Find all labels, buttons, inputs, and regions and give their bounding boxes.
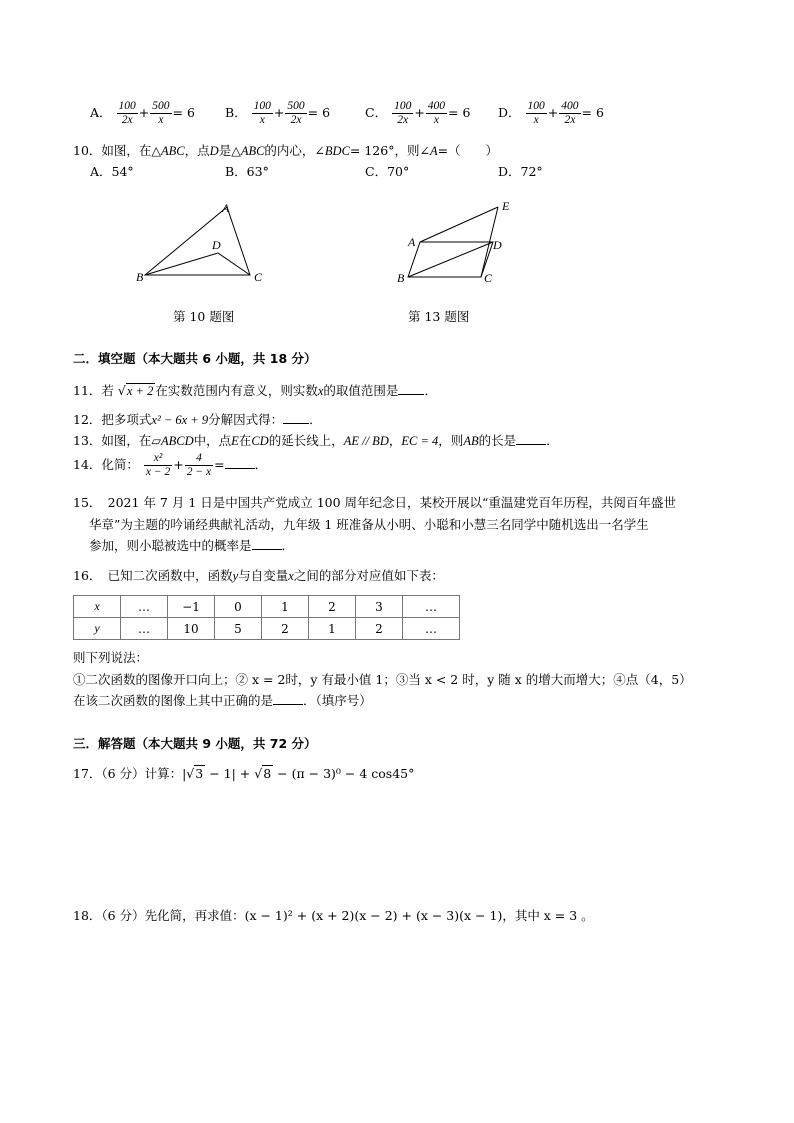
- table-row-y: [74, 618, 460, 640]
- sqrt: √3: [186, 766, 204, 781]
- var: AB: [463, 434, 479, 448]
- q12: [73, 410, 322, 428]
- fraction: [185, 452, 213, 479]
- value-table: [73, 595, 460, 640]
- text: ．: [424, 383, 437, 398]
- table-cell: −1: [168, 596, 215, 618]
- table-cell: 1: [262, 596, 309, 618]
- numerator: 400: [427, 100, 446, 112]
- text: 在: [238, 433, 252, 448]
- fraction: [392, 100, 413, 127]
- var: EC = 4: [401, 434, 439, 448]
- numerator: 100: [527, 100, 545, 112]
- text: ，: [388, 433, 402, 448]
- q18: 18．（6 分）先化简，再求值：(x − 1)² + (x + 2)(x − 2) + (x − 3)(x − 1)，其中 x = 3 。: [73, 908, 594, 923]
- label-c: C: [254, 270, 263, 284]
- fraction: [285, 100, 306, 127]
- equation-rhs: = 6: [307, 105, 331, 120]
- text: 16． 已知二次函数中，函数: [73, 568, 233, 583]
- text: 14．化简：: [73, 457, 139, 472]
- equation-rhs: = 6: [581, 105, 604, 120]
- text: 的长是: [478, 433, 517, 448]
- table-cell: …: [403, 596, 460, 618]
- label-d: D: [212, 238, 221, 252]
- fraction: [526, 100, 547, 127]
- answer-blank[interactable]: [252, 538, 282, 550]
- denominator: x: [433, 114, 439, 126]
- q16-line-a: 则下列说法：: [73, 650, 149, 665]
- answer-blank[interactable]: [225, 457, 255, 469]
- table-cell: …: [121, 596, 168, 618]
- fig10-caption: 第 10 题图: [173, 309, 235, 324]
- text: 是△: [218, 143, 241, 158]
- label-a: A: [408, 235, 416, 249]
- text: ，点: [184, 143, 210, 158]
- text: = 126°，则∠: [349, 143, 430, 158]
- var: ABC: [240, 144, 265, 158]
- table-cell: 2: [262, 618, 309, 640]
- text: 17．（6 分）计算：|: [73, 766, 187, 781]
- denominator: x: [158, 114, 164, 126]
- numerator: 100: [394, 100, 412, 112]
- var: A: [429, 144, 438, 158]
- text: 10．如图，在△: [73, 143, 162, 158]
- option-label: C．: [365, 105, 388, 120]
- numerator: 500: [287, 100, 305, 112]
- text: − (π − 3)⁰ − 4 cos45°: [273, 766, 415, 781]
- text: 12．把多项式: [73, 412, 152, 427]
- numerator: x²: [144, 452, 172, 466]
- var: E: [231, 434, 239, 448]
- numerator: 400: [561, 100, 579, 112]
- text: ，则: [438, 433, 464, 448]
- q16-line-b: ①二次函数的图像开口向上；② x = 2时，y 有最小值 1；③当 x < 2 时，y 随 x 的增大而增大；④点（4，5）: [73, 672, 692, 687]
- var: BDC: [324, 144, 350, 158]
- label-d: D: [493, 238, 502, 252]
- table-cell: 10: [168, 618, 215, 640]
- denominator: 2 − x: [186, 466, 212, 478]
- answer-blank[interactable]: [273, 693, 303, 705]
- equals: =: [214, 457, 225, 472]
- segment-ae: [420, 207, 498, 242]
- denominator: x: [533, 114, 539, 126]
- denominator: x: [259, 114, 265, 126]
- table-cell: x: [74, 596, 121, 618]
- q9-option-a: A． $\frac{100}{2x}$ + $\frac{500}{x}$ = 6: [90, 100, 195, 126]
- var: x: [317, 384, 324, 398]
- section-2-title: 二．填空题（本大题共 6 小题，共 18 分）: [73, 351, 317, 366]
- q10-option-c: C．70°: [365, 164, 410, 179]
- segment-dc: [218, 253, 250, 275]
- fraction: [117, 100, 138, 127]
- q9-option-d: D． $\frac{100}{x}$ + $\frac{400}{2x}$ = 6: [498, 100, 604, 126]
- sqrt: √x + 2: [117, 383, 154, 398]
- table-row-x: [74, 596, 460, 618]
- numerator: 4: [185, 452, 213, 466]
- var: y: [232, 569, 239, 583]
- text: 与自变量: [238, 568, 289, 583]
- table-cell: 2: [356, 618, 403, 640]
- fraction: [150, 100, 171, 127]
- numerator: 100: [118, 100, 136, 112]
- q11: [73, 381, 437, 399]
- q15-line2: 华章”为主题的吟诵经典献礼活动，九年级 1 班准备从小明、小聪和小慧三名同学中随机选出一名学生: [89, 517, 649, 532]
- q16-line-c: [73, 691, 372, 709]
- equation-rhs: = 6: [448, 105, 471, 120]
- numerator: 500: [152, 100, 170, 112]
- table-cell: 3: [356, 596, 403, 618]
- q15-line3: [89, 536, 294, 554]
- equation-rhs: = 6: [172, 105, 195, 120]
- q14: 14．化简： $\frac{\text{x²}}{x - 2}$ + $\frac{4}{2 - x}$ = ．: [73, 452, 268, 478]
- option-label: D．: [498, 105, 521, 120]
- q15-line1: 15． 2021 年 7 月 1 日是中国共产党成立 100 周年纪念日，某校开展以“重温建党百年历程，共阅百年盛世: [73, 495, 676, 510]
- table-cell: 2: [309, 596, 356, 618]
- segment-bd: [408, 242, 493, 277]
- denominator: 2x: [290, 114, 302, 126]
- table-cell: …: [121, 618, 168, 640]
- radicand: 3: [195, 766, 204, 781]
- sqrt: √8: [254, 766, 272, 781]
- text: 11．若: [73, 383, 114, 398]
- q10-option-a: A．54°: [90, 164, 134, 179]
- q17: [73, 764, 414, 782]
- option-label: B．: [225, 105, 247, 120]
- text: 分解因式得：: [208, 412, 284, 427]
- table-cell: 5: [215, 618, 262, 640]
- triangle-abc: [145, 207, 250, 275]
- text: 的内心，∠: [264, 143, 325, 158]
- fig13-caption: 第 13 题图: [408, 309, 470, 324]
- q10-option-d: D．72°: [498, 164, 543, 179]
- denominator: 2x: [397, 114, 409, 126]
- fraction: [252, 100, 273, 127]
- text: 在实数范围内有意义，则实数: [155, 383, 318, 398]
- expression: x² − 6x + 9: [151, 413, 209, 427]
- label-c: C: [484, 271, 493, 285]
- table-cell: 1: [309, 618, 356, 640]
- text: 的延长线上，: [268, 433, 344, 448]
- q9-option-b: B． $\frac{100}{x}$ + $\frac{500}{2x}$ = 6: [225, 100, 331, 126]
- text: 之间的部分对应值如下表：: [293, 568, 444, 583]
- figure-13-parallelogram: [390, 195, 520, 290]
- option-label: A．: [90, 105, 112, 120]
- var: x: [288, 569, 294, 583]
- q10-stem: [73, 141, 498, 159]
- radicand: x + 2: [126, 384, 154, 398]
- text: 13．如图，在: [73, 433, 152, 448]
- figure-10-triangle: [130, 195, 280, 290]
- table-cell: …: [403, 618, 460, 640]
- label-a: A: [222, 201, 230, 215]
- q9-option-c: C． $\frac{100}{2x}$ + $\frac{400}{x}$ = 6: [365, 100, 471, 126]
- text: =（ ）: [437, 143, 499, 158]
- text: ．: [309, 412, 322, 427]
- radicand: 8: [263, 766, 272, 781]
- answer-blank[interactable]: [283, 412, 309, 424]
- numerator: 100: [253, 100, 271, 112]
- q16-stem: [73, 566, 444, 584]
- label-e: E: [502, 199, 510, 213]
- label-b: B: [136, 270, 144, 284]
- text: ．: [546, 433, 559, 448]
- text: 的取值范围是: [323, 383, 399, 398]
- label-b: B: [397, 271, 405, 285]
- text: − 1| +: [205, 766, 255, 781]
- fraction: [144, 452, 172, 479]
- text: ．（填序号）: [303, 693, 372, 708]
- answer-blank[interactable]: [516, 433, 546, 445]
- text: ．: [254, 457, 268, 472]
- section-3-title: 三．解答题（本大题共 9 小题，共 72 分）: [73, 736, 317, 751]
- var: ABC: [161, 144, 185, 158]
- text: 参加，则小聪被选中的概率是: [89, 538, 252, 553]
- table-cell: 0: [215, 596, 262, 618]
- fraction: [426, 100, 447, 127]
- text: ．: [281, 538, 295, 553]
- q13: [73, 431, 559, 449]
- text: 在该二次函数的图像上其中正确的是: [73, 693, 274, 708]
- answer-blank[interactable]: [398, 383, 424, 395]
- var: AE // BD: [343, 434, 389, 448]
- var: D: [209, 144, 219, 158]
- denominator: 2x: [121, 114, 133, 126]
- var: ▱ABCD: [151, 434, 194, 448]
- q10-option-b: B．63°: [225, 164, 269, 179]
- var: CD: [251, 434, 269, 448]
- denominator: 2x: [564, 114, 576, 126]
- table-cell: y: [74, 618, 121, 640]
- fraction: [559, 100, 580, 127]
- segment-bd: [145, 253, 218, 275]
- text: 中，点: [193, 433, 232, 448]
- denominator: x − 2: [145, 466, 171, 478]
